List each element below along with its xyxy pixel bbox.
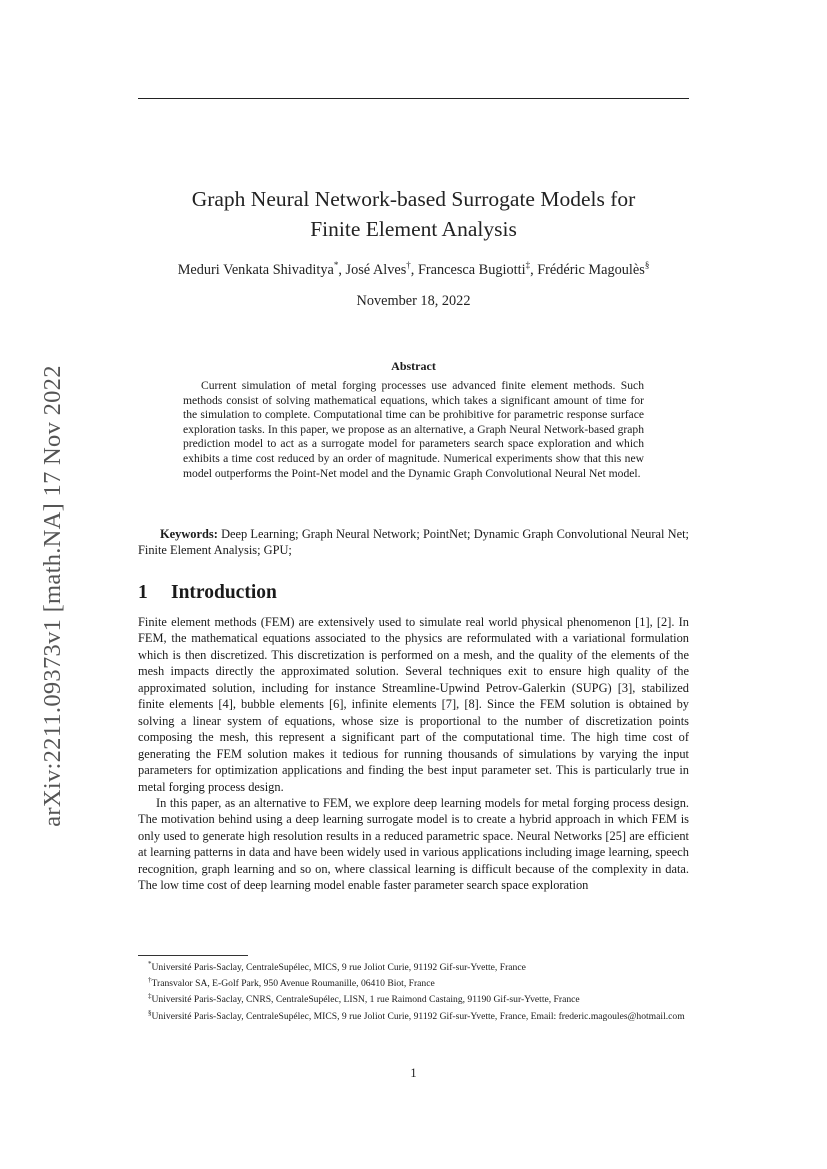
footnote (138, 990, 689, 1006)
footnote-mark: † (148, 976, 152, 985)
header-rule (138, 98, 689, 99)
footnote-text: Université Paris-Saclay, CentraleSupélec, MICS, 9 rue Joliot Curie, 91192 Gif-sur-Yvette, France (151, 962, 526, 974)
footnote (138, 974, 689, 990)
author-mark: † (406, 260, 411, 270)
section-title: Introduction (171, 582, 277, 603)
author-name: Frédéric Magoulès (537, 261, 645, 278)
author-list: Meduri Venkata Shivaditya*, José Alves†, Francesca Bugiotti‡, Frédéric Magoulès§ (177, 260, 650, 278)
footnote-mark: ‡ (148, 992, 152, 1001)
footnote-text: Université Paris-Saclay, CentraleSupélec, MICS, 9 rue Joliot Curie, 91192 Gif-sur-Yvette, France, Email: frederic.magoules@hotmail.com (151, 1010, 685, 1022)
footnotes (138, 958, 689, 1023)
paragraph: In this paper, as an alternative to FEM, we explore deep learning models for metal forging process design. The motivation behind using a deep learning surrogate model is to create a hybrid approach in which FEM is only used to generate high resolution results in a reduced parametric space. Neural Networks [25] are efficient at learning patterns in data and have been widely used in various applications including image learning, speech recognition, graph learning and so on, where classical learning is difficult because of the complexity in data. The low time cost of deep learning model enable faster parameter search space exploration (138, 795, 689, 893)
author-name: Meduri Venkata Shivaditya (177, 261, 334, 278)
abstract-heading: Abstract (391, 359, 436, 373)
footnote-text: Université Paris-Saclay, CNRS, CentraleSupélec, LISN, 1 rue Raimond Castaing, 91190 Gif-sur-Yvette, France (151, 994, 580, 1006)
arxiv-identifier: arXiv:2211.09373v1 [math.NA] 17 Nov 2022 (39, 365, 66, 827)
author-mark: * (333, 260, 339, 270)
section-body (138, 614, 689, 894)
keywords-list: Deep Learning; Graph Neural Network; PointNet; Dynamic Graph Convolutional Neural Net; Finite Element Analysis; GPU; (138, 527, 689, 558)
section-number: 1 (138, 582, 148, 603)
footnote-rule (138, 955, 248, 956)
footnote (138, 1007, 689, 1023)
footnote (138, 958, 689, 974)
author-name: José Alves (345, 261, 407, 278)
keywords-block (138, 526, 689, 559)
section-heading (138, 582, 277, 604)
keywords-label: Keywords: (160, 527, 218, 541)
author-mark: ‡ (525, 260, 531, 270)
footnote-mark: § (148, 1008, 152, 1017)
abstract-text: Current simulation of metal forging processes use advanced finite element methods. Such methods consist of solving mathematical equations, which takes a significant amount of time for the simulation to complete. Computational time can be prohibitive for parametric response surface exploration tasks. In this paper, we propose as an alternative, a Graph Neural Network-based graph prediction model to act as a surrogate model for parameters search space exploration and which exhibits a time cost reduced by an order of magnitude. Numerical experiments show that this new model outperforms the Point-Net model and the Dynamic Graph Convolutional Neural Net model. (183, 379, 644, 480)
title-line-1: Graph Neural Network-based Surrogate Models for (191, 187, 636, 211)
author-name: Francesca Bugiotti (417, 261, 526, 278)
page-number: 1 (410, 1066, 417, 1080)
title-line-2: Finite Element Analysis (310, 217, 517, 241)
footnote-text: Transvalor SA, E-Golf Park, 950 Avenue Roumanille, 06410 Biot, France (151, 978, 435, 990)
author-mark: § (644, 260, 650, 270)
publication-date: November 18, 2022 (356, 293, 471, 309)
paper-title (100, 184, 727, 244)
footnote-mark: * (148, 960, 152, 968)
paragraph: Finite element methods (FEM) are extensively used to simulate real world physical phenomenon [1], [2]. In FEM, the mathematical equations associated to the physics are reformulated with a variational formulation which is then discretized. This discretization is performed on a mesh, and the quality of the elements of the mesh impacts directly the approximated solution. Several techniques exit to ensure high quality of the approximated solution, including for instance Streamline-Upwind Petrov-Galerkin (SUPG) [3], stabilized finite elements [4], bubble elements [6], infinite elements [7], [8]. Since the FEM solution is obtained by solving a linear system of equations, whose size is proportional to the number of discretization points composing the mesh, this represent a significant part of the computational time. The high time cost of generating the FEM solution makes it tedious for running thousands of simulations by varying the input parameters for optimization applications and finding the best input parameter set. This is particularly true in metal forging process design. (138, 615, 689, 794)
